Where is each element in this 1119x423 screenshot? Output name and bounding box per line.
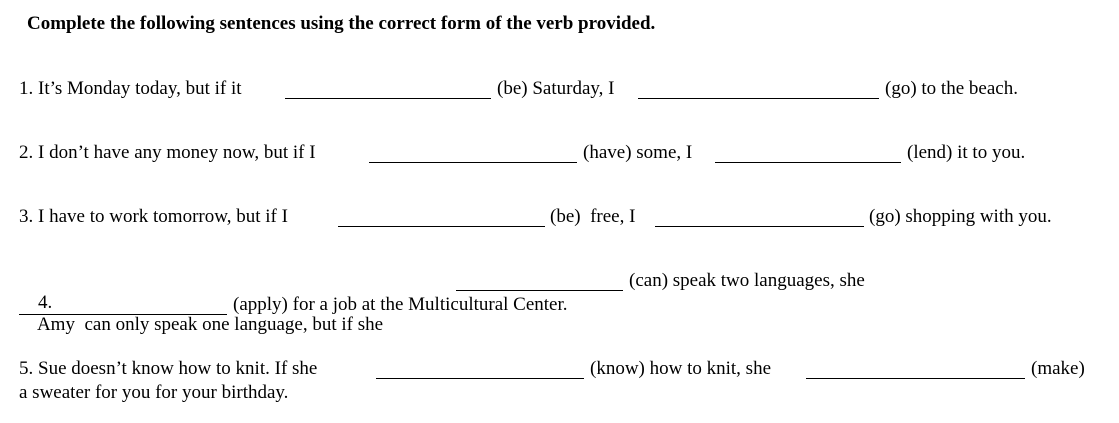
sentence-text: (be) Saturday, I — [497, 78, 615, 99]
sentence-text: Sue doesn’t know how to knit. If she — [38, 358, 318, 379]
answer-blank-2b[interactable] — [715, 162, 901, 163]
sentence-text: (have) some, I — [583, 142, 693, 163]
answer-blank-3a[interactable] — [338, 226, 545, 227]
answer-blank-3b[interactable] — [655, 226, 864, 227]
sentence-text: (can) speak two languages, she — [629, 270, 865, 291]
sentence-text: It’s Monday today, but if it — [38, 78, 242, 99]
answer-blank-5a[interactable] — [376, 378, 584, 379]
question-2-part-1 — [19, 142, 316, 164]
sentence-text: (make) — [1031, 358, 1085, 379]
answer-blank-4a[interactable] — [456, 290, 623, 291]
question-number: 5. — [19, 358, 34, 379]
question-3-part-1 — [19, 206, 288, 228]
sentence-text: (know) how to knit, she — [590, 358, 772, 379]
sentence-text: (lend) it to you. — [907, 142, 1026, 163]
sentence-text: (go) to the beach. — [885, 78, 1018, 99]
answer-blank-4b[interactable] — [19, 314, 227, 315]
question-number: 1. — [19, 78, 34, 99]
sentence-text: I don’t have any money now, but if I — [38, 142, 316, 163]
question-number: 4. — [38, 292, 53, 313]
instructions-heading: Complete the following sentences using the correct form of the verb provided. — [27, 13, 656, 34]
question-1-part-1 — [19, 78, 242, 100]
sentence-text: I have to work tomorrow, but if I — [38, 206, 288, 227]
answer-blank-1b[interactable] — [638, 98, 879, 99]
answer-blank-1a[interactable] — [285, 98, 491, 99]
question-number: 3. — [19, 206, 34, 227]
question-5-part-1 — [19, 358, 317, 380]
sentence-text: (go) shopping with you. — [869, 206, 1052, 227]
answer-blank-2a[interactable] — [369, 162, 577, 163]
sentence-text: (be) free, I — [550, 206, 636, 227]
sentence-text: a sweater for you for your birthday. — [19, 382, 289, 403]
sentence-text: (apply) for a job at the Multicultural Center. — [233, 294, 568, 315]
sentence-text: Amy can only speak one language, but if she — [36, 314, 384, 335]
question-number: 2. — [19, 142, 34, 163]
answer-blank-5b[interactable] — [806, 378, 1025, 379]
